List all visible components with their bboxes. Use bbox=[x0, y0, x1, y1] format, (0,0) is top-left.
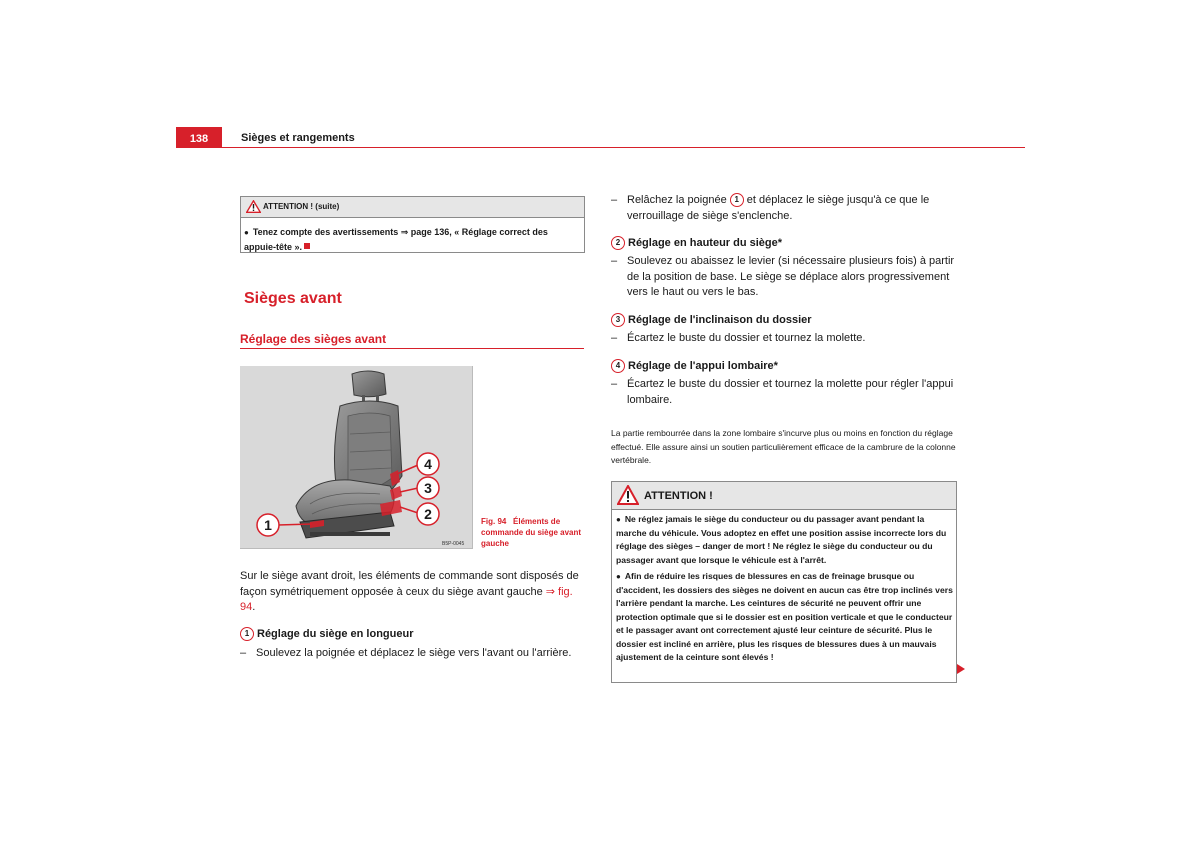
intro-paragraph: Sur le siège avant droit, les éléments de commande sont disposés de façon symétriquement opposée à ceux du siège avant gauche ⇒ fig. 94. bbox=[240, 570, 579, 613]
callout-4 bbox=[417, 453, 439, 475]
item-1-heading: 1 Réglage du siège en longueur bbox=[240, 627, 590, 641]
number-4-icon: 4 bbox=[611, 359, 625, 373]
subsection-rule bbox=[240, 348, 584, 349]
svg-text:3: 3 bbox=[424, 480, 432, 496]
warning-triangle-icon bbox=[246, 200, 261, 213]
number-3-icon: 3 bbox=[611, 313, 625, 327]
lumbar-note: La partie rembourrée dans la zone lombaire s'incurve plus ou moins en fonction du réglage effectué. Elle assure ainsi un soutien particulièrement efficace de la cambrure de la colonne vertébrale. bbox=[611, 428, 956, 465]
continue-arrow-icon bbox=[957, 664, 965, 674]
bullet-icon: ● bbox=[616, 515, 621, 524]
running-header-title: Sièges et rangements bbox=[241, 132, 355, 144]
attention-bullet-2: ● Afin de réduire les risques de blessures en cas de freinage brusque ou d'accident, les dossiers des sièges ne doivent en aucun cas être trop inclinés vers l'arrière pendant la marche. Les ceintures de sécurité ne peuvent offrir une protection optimale que si le dossier est en position verticale et que le conducteur et le passager avant ont correctement ajusté leur ceinture de sécurité. Plus le dossier est incliné en arrière, plus les risques de blessures dues à un mauvais ajustement de la ceinture sont élevés ! bbox=[616, 571, 953, 662]
bullet-icon: ● bbox=[616, 572, 621, 581]
header-rule bbox=[222, 147, 1025, 148]
attention-continued-label: ATTENTION ! (suite) bbox=[263, 202, 340, 211]
item-2-instruction: – Soulevez ou abaissez le levier (si nécessaire plusieurs fois) à partir de la position de base. Le siège se déplace alors progressivement vers le haut ou vers le bas. bbox=[611, 255, 955, 298]
item-1-instruction: – Soulevez la poignée et déplacez le siège vers l'avant ou l'arrière. bbox=[240, 647, 572, 659]
seat-illustration bbox=[240, 366, 473, 549]
item-1-continued bbox=[611, 193, 956, 224]
item-2-heading: 2 Réglage en hauteur du siège* bbox=[611, 236, 956, 250]
end-of-section-icon bbox=[304, 243, 310, 249]
item-4-instruction: – Écartez le buste du dossier et tournez la molette pour régler l'appui lombaire. bbox=[611, 378, 954, 406]
figure-link[interactable]: ⇒ fig. 94 bbox=[240, 585, 573, 613]
item-4-heading: 4 Réglage de l'appui lombaire* bbox=[611, 359, 956, 373]
attention-label: ATTENTION ! bbox=[644, 490, 713, 502]
item-1-release-instruction: – Relâchez la poignée 1 et déplacez le siège jusqu'à ce que le verrouillage de siège s'enclenche. bbox=[611, 194, 930, 222]
item-2 bbox=[611, 236, 956, 301]
attention-continued-text: ● Tenez compte des avertissements ⇒ page 136, « Réglage correct des appuie-tête ». bbox=[244, 227, 548, 252]
item-1 bbox=[240, 627, 590, 662]
svg-text:1: 1 bbox=[264, 517, 272, 533]
callout-1 bbox=[257, 514, 279, 536]
svg-text:2: 2 bbox=[424, 506, 432, 522]
figure-code: B5P-0045 bbox=[442, 541, 465, 547]
number-2-icon: 2 bbox=[611, 236, 625, 250]
section-title: Sièges avant bbox=[244, 290, 342, 307]
attention-continued-box bbox=[240, 196, 585, 253]
figure-caption-number: Fig. 94 bbox=[481, 517, 507, 526]
attention-continued-header bbox=[241, 197, 584, 218]
attention-header bbox=[612, 482, 956, 510]
bullet-icon: ● bbox=[244, 228, 249, 237]
number-1-icon: 1 bbox=[730, 193, 744, 207]
svg-text:4: 4 bbox=[424, 456, 432, 472]
item-3 bbox=[611, 313, 956, 347]
warning-triangle-icon bbox=[617, 485, 639, 505]
figure-caption bbox=[481, 516, 591, 549]
subsection-title: Réglage des sièges avant bbox=[240, 332, 387, 346]
figure-caption-text: Éléments de commande du siège avant gauche bbox=[481, 517, 582, 548]
number-1-icon: 1 bbox=[240, 627, 254, 641]
callout-3 bbox=[417, 477, 439, 499]
callout-2 bbox=[417, 503, 439, 525]
item-3-instruction: – Écartez le buste du dossier et tournez la molette. bbox=[611, 332, 866, 344]
attention-text bbox=[616, 513, 956, 668]
page-number: 138 bbox=[176, 127, 222, 148]
attention-box bbox=[611, 481, 957, 683]
item-3-heading: 3 Réglage de l'inclinaison du dossier bbox=[611, 313, 956, 327]
car-seat-image bbox=[240, 366, 472, 548]
attention-bullet-1: ● Ne réglez jamais le siège du conducteur ou du passager avant pendant la marche du véhicule. Vous adoptez en effet une position assise incorrecte lors du réglage des sièges – danger de mort ! Ne réglez le siège du conducteur ou du passager avant que lorsque le véhicule est à l'arrêt. bbox=[616, 514, 947, 565]
item-4 bbox=[611, 359, 956, 408]
